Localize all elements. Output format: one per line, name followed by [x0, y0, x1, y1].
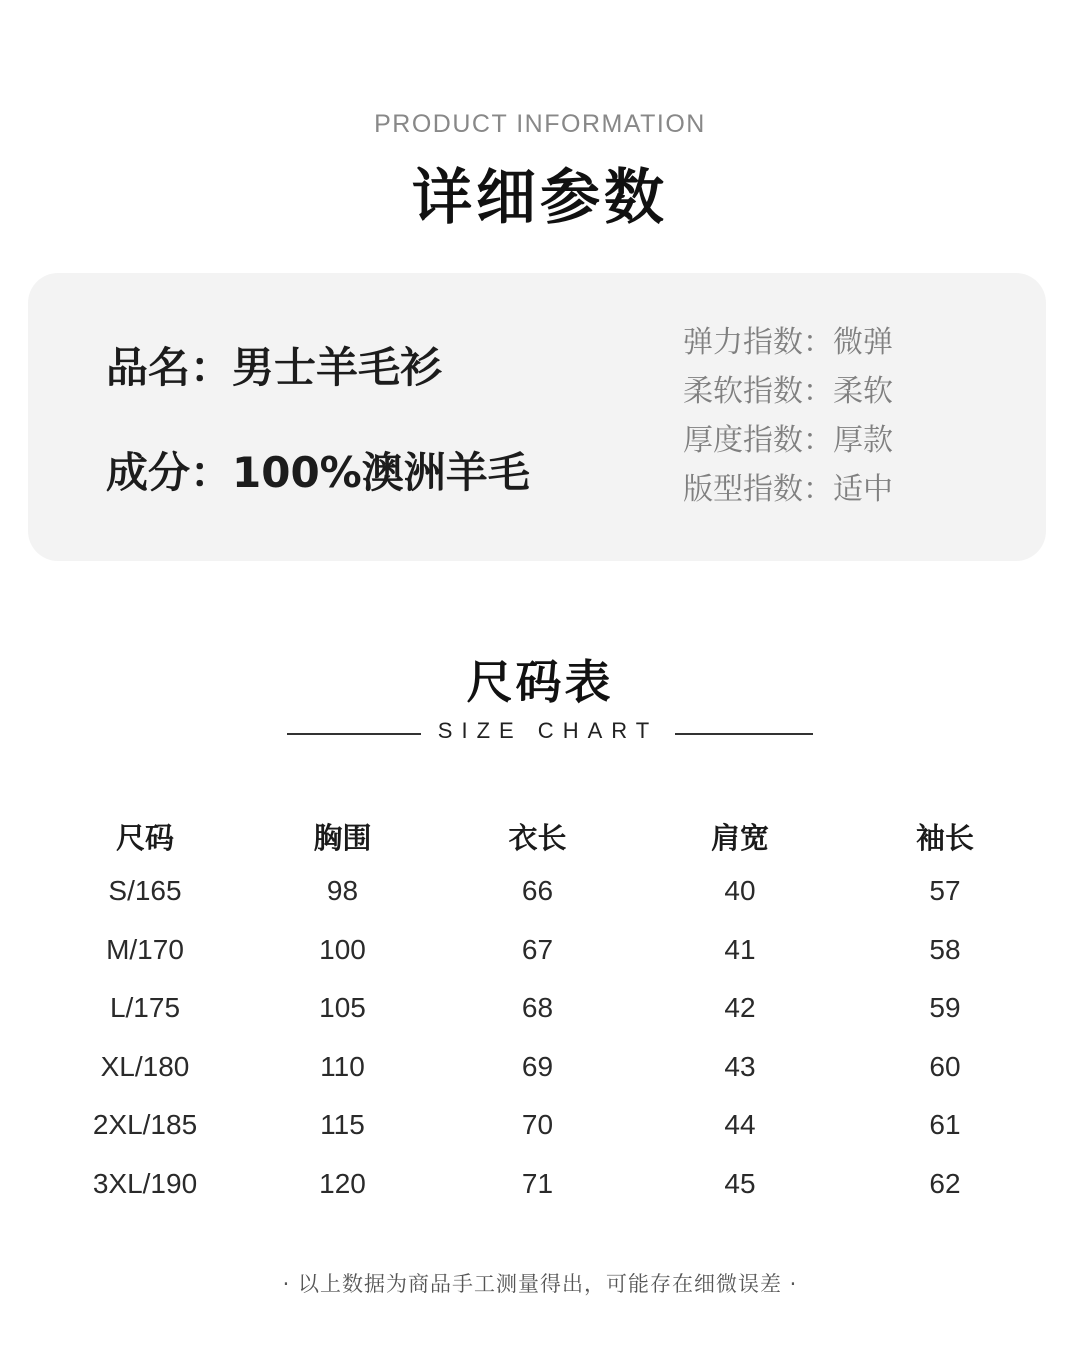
index-value: 微弹 [833, 325, 893, 360]
table-row [45, 862, 1045, 921]
header-chest: 胸围 [313, 820, 372, 855]
product-info-card [28, 273, 1046, 561]
index-value: 柔软 [833, 374, 893, 409]
cell-chest: 98 [326, 875, 359, 907]
cell-shoulder: 40 [724, 875, 756, 907]
table-row [45, 1096, 1045, 1155]
page-title: 详细参数 [412, 163, 668, 233]
cell-sleeve: 57 [929, 875, 961, 907]
cell-chest: 115 [320, 1109, 365, 1141]
index-label: 柔软指数： [683, 374, 833, 409]
table-row [45, 1038, 1045, 1097]
cell-chest: 110 [320, 1050, 365, 1082]
divider-right [675, 733, 813, 735]
product-material-value: 100%澳洲羊毛 [232, 448, 530, 497]
size-chart-subtitle: SIZE CHART [437, 718, 659, 743]
index-label: 厚度指数： [683, 423, 833, 458]
header-sleeve: 袖长 [915, 820, 974, 855]
table-row [45, 921, 1045, 980]
index-label: 弹力指数： [683, 325, 833, 360]
product-name-line [106, 335, 442, 395]
table-header-row [45, 810, 1045, 862]
product-material-line [106, 440, 530, 500]
cell-shoulder: 44 [724, 1109, 756, 1141]
index-row-softness [683, 372, 893, 421]
index-row-fit [683, 470, 893, 519]
cell-length: 69 [521, 1050, 554, 1082]
cell-chest: 100 [319, 933, 366, 965]
cell-shoulder: 41 [724, 933, 756, 965]
cell-sleeve: 62 [929, 1167, 961, 1199]
cell-length: 66 [521, 875, 554, 907]
header-size: 尺码 [115, 820, 174, 855]
cell-sleeve: 60 [929, 1050, 961, 1082]
index-value: 适中 [833, 472, 893, 507]
size-chart-title: 尺码表 [466, 655, 614, 709]
cell-size: S/165 [108, 875, 182, 907]
cell-length: 71 [521, 1167, 554, 1199]
index-value: 厚款 [833, 423, 893, 458]
table-row [45, 1155, 1045, 1214]
section-eyebrow: PRODUCT INFORMATION [374, 110, 706, 138]
cell-shoulder: 43 [724, 1050, 756, 1082]
cell-chest: 105 [319, 992, 366, 1024]
index-label: 版型指数： [683, 472, 833, 507]
size-table [45, 810, 1045, 1213]
cell-size: 2XL/185 [92, 1109, 198, 1141]
index-list [683, 323, 893, 519]
cell-size: XL/180 [100, 1050, 190, 1082]
product-material-label: 成分： [106, 448, 233, 497]
product-name-label: 品名： [106, 343, 233, 392]
table-row [45, 979, 1045, 1038]
cell-sleeve: 59 [929, 992, 961, 1024]
cell-size: L/175 [109, 992, 181, 1024]
cell-size: 3XL/190 [92, 1167, 198, 1199]
product-name-value: 男士羊毛衫 [232, 343, 443, 392]
index-row-elasticity [683, 323, 893, 372]
cell-sleeve: 61 [929, 1109, 961, 1141]
cell-shoulder: 45 [724, 1167, 756, 1199]
cell-size: M/170 [106, 933, 184, 965]
header-shoulder: 肩宽 [710, 820, 769, 855]
cell-length: 68 [521, 992, 554, 1024]
index-row-thickness [683, 421, 893, 470]
cell-length: 67 [521, 933, 554, 965]
measurement-footnote: · 以上数据为商品手工测量得出，可能存在细微误差 · [282, 1272, 798, 1296]
header-length: 衣长 [508, 820, 567, 855]
cell-length: 70 [521, 1109, 554, 1141]
cell-sleeve: 58 [929, 933, 961, 965]
divider-left [287, 733, 421, 735]
cell-shoulder: 42 [724, 992, 756, 1024]
cell-chest: 120 [319, 1167, 366, 1199]
